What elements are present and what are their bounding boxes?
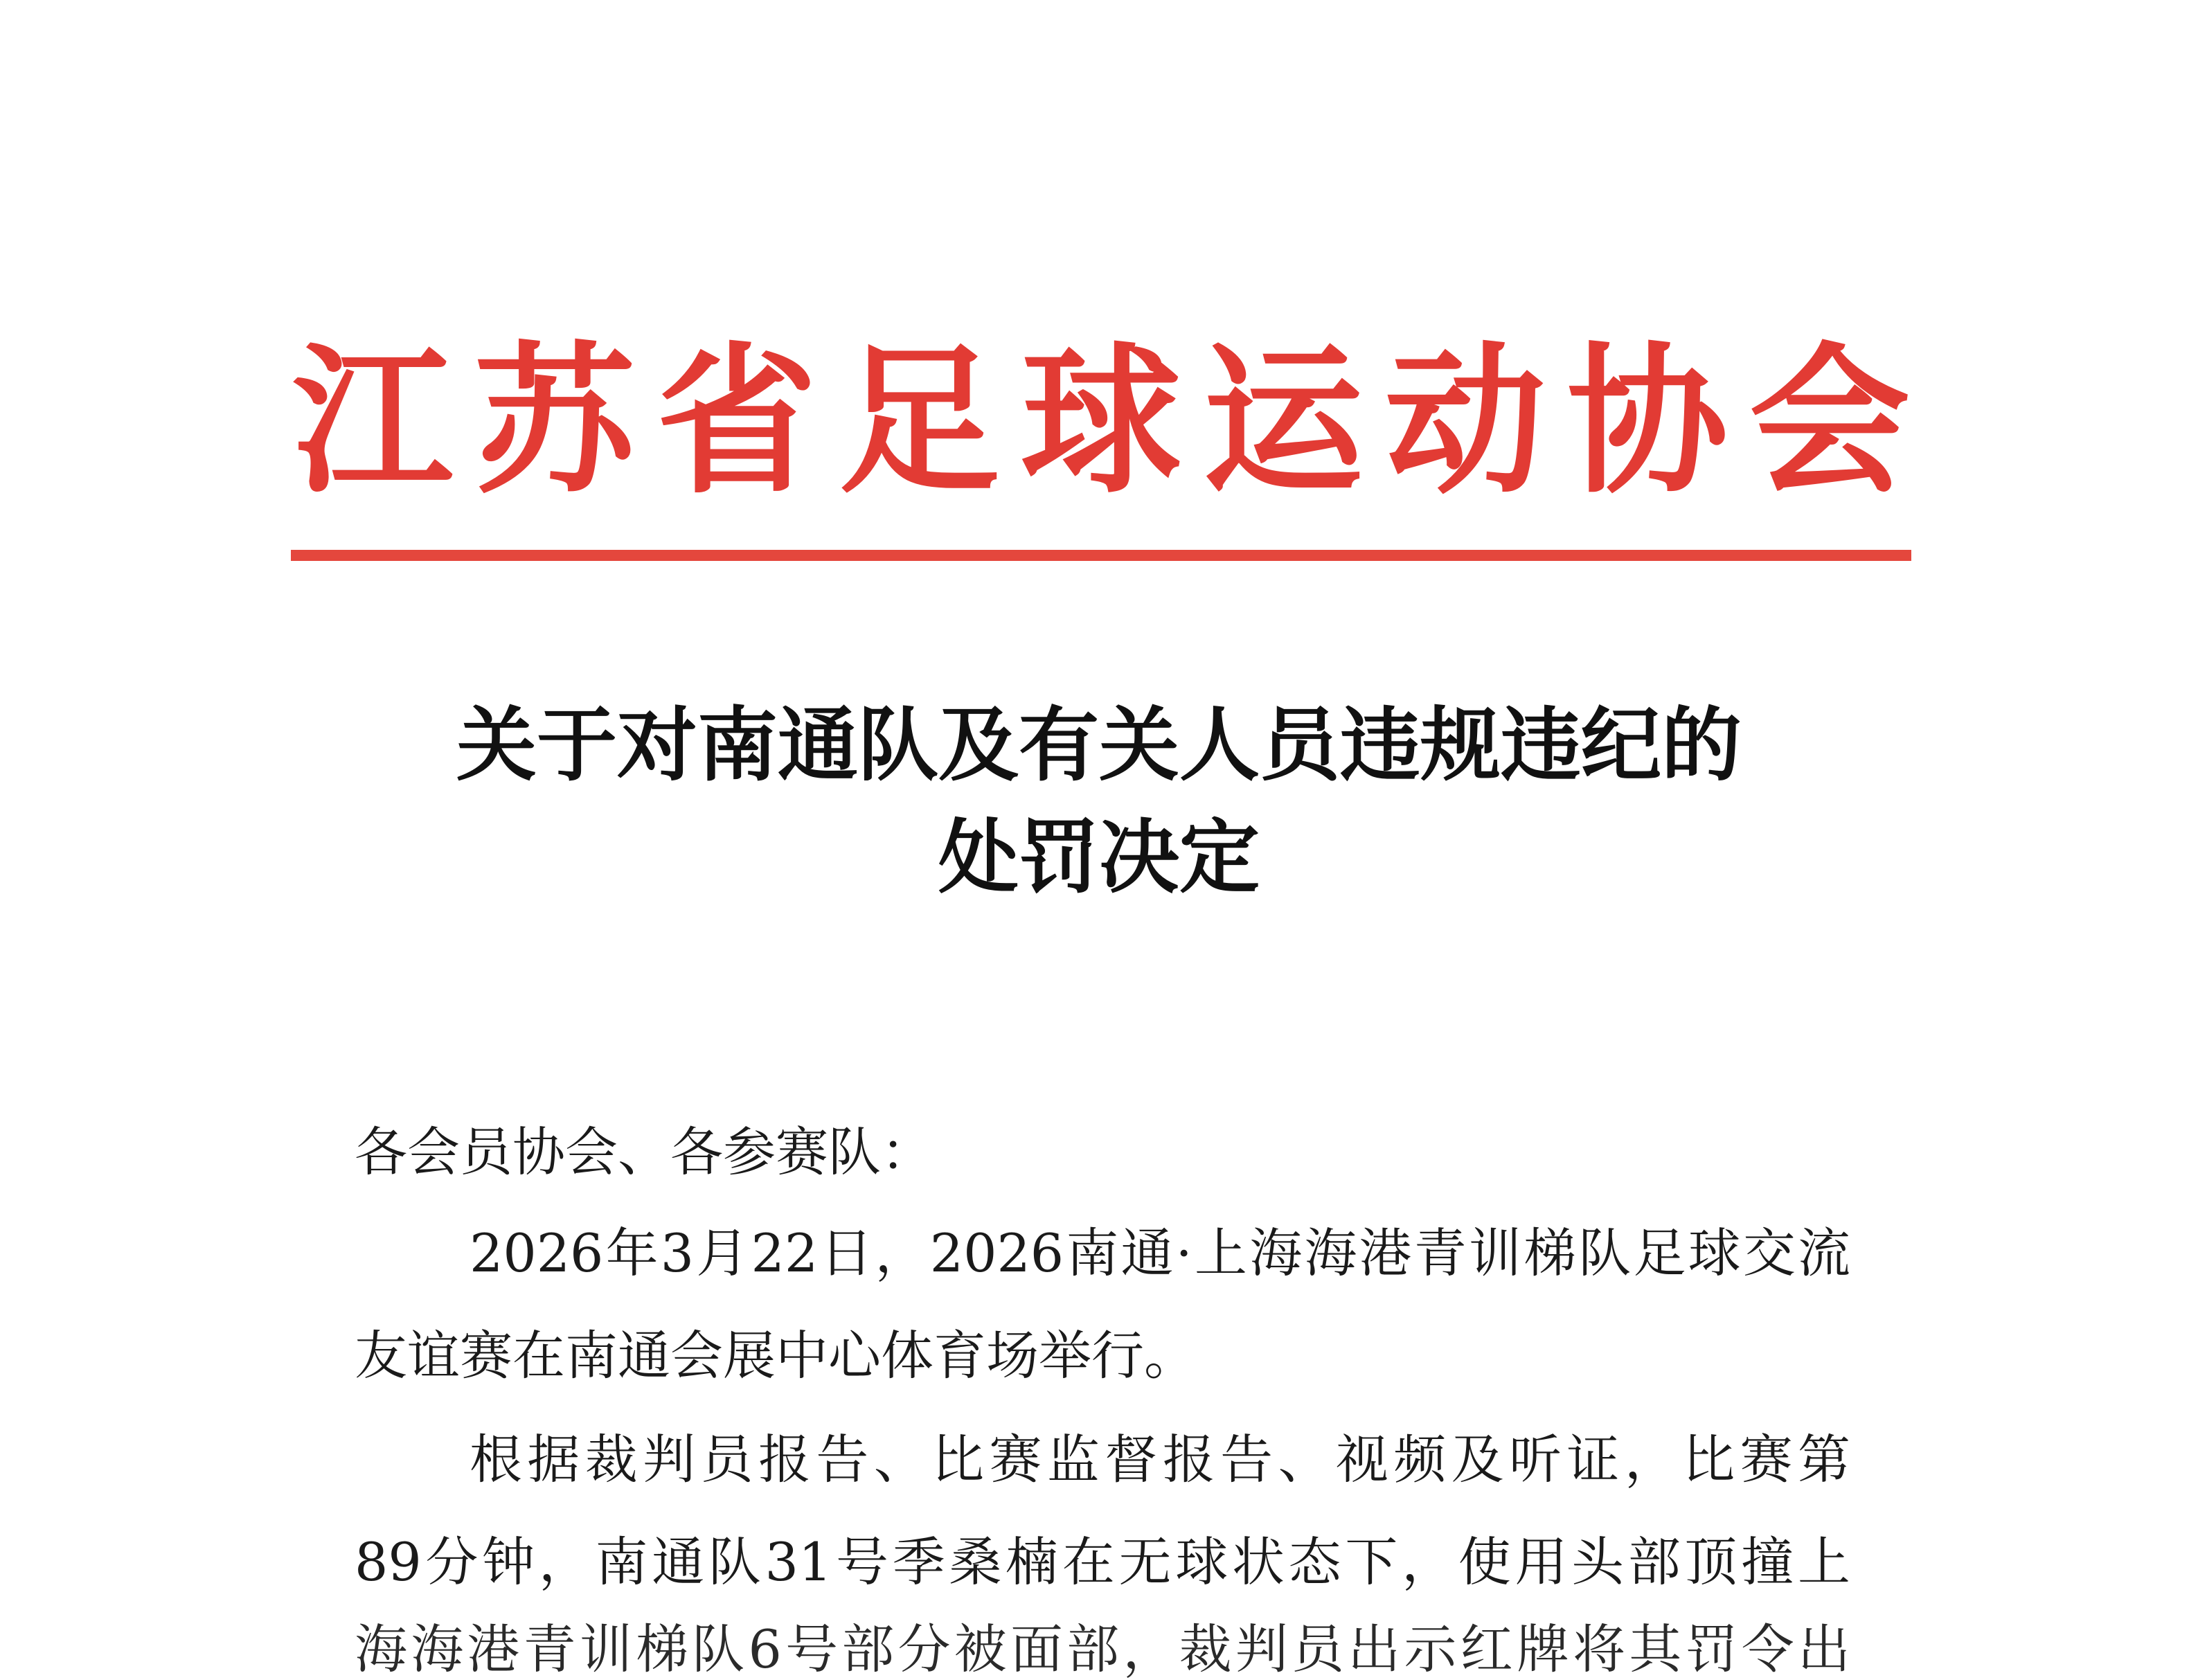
document-title-line-2: 处罚决定: [938, 810, 1260, 904]
organization-letterhead: [291, 324, 1911, 518]
paragraph-2-line-1: 根据裁判员报告、比赛监督报告、视频及听证，比赛第: [470, 1429, 1850, 1490]
letterhead-char: 协: [1566, 326, 1728, 515]
paragraph-2-line-2: 89分钟，南通队31号季桑楠在无球状态下，使用头部顶撞上: [355, 1531, 1850, 1593]
letterhead-char: 省: [656, 326, 817, 515]
paragraph-1-line-1: 2026年3月22日，2026南通·上海海港青训梯队足球交流: [470, 1222, 1850, 1284]
letterhead-char: 球: [1020, 326, 1181, 515]
document-title-line-1: 关于对南通队及有关人员违规违纪的: [456, 698, 1742, 792]
letterhead-char: 苏: [474, 326, 635, 515]
letterhead-char: 运: [1202, 326, 1364, 515]
letterhead-divider: [291, 550, 1911, 561]
letterhead-char: 足: [838, 326, 999, 515]
paragraph-1-line-2: 友谊赛在南通会展中心体育场举行。: [355, 1325, 1197, 1386]
paragraph-2-line-3: 海海港青训梯队6号部分被面部，裁判员出示红牌将其罚令出: [355, 1618, 1850, 1680]
letterhead-char: 会: [1749, 326, 1910, 515]
letterhead-char: 动: [1384, 326, 1546, 515]
letterhead-char: 江: [292, 326, 453, 515]
salutation: 各会员协会、各参赛队：: [355, 1121, 933, 1183]
